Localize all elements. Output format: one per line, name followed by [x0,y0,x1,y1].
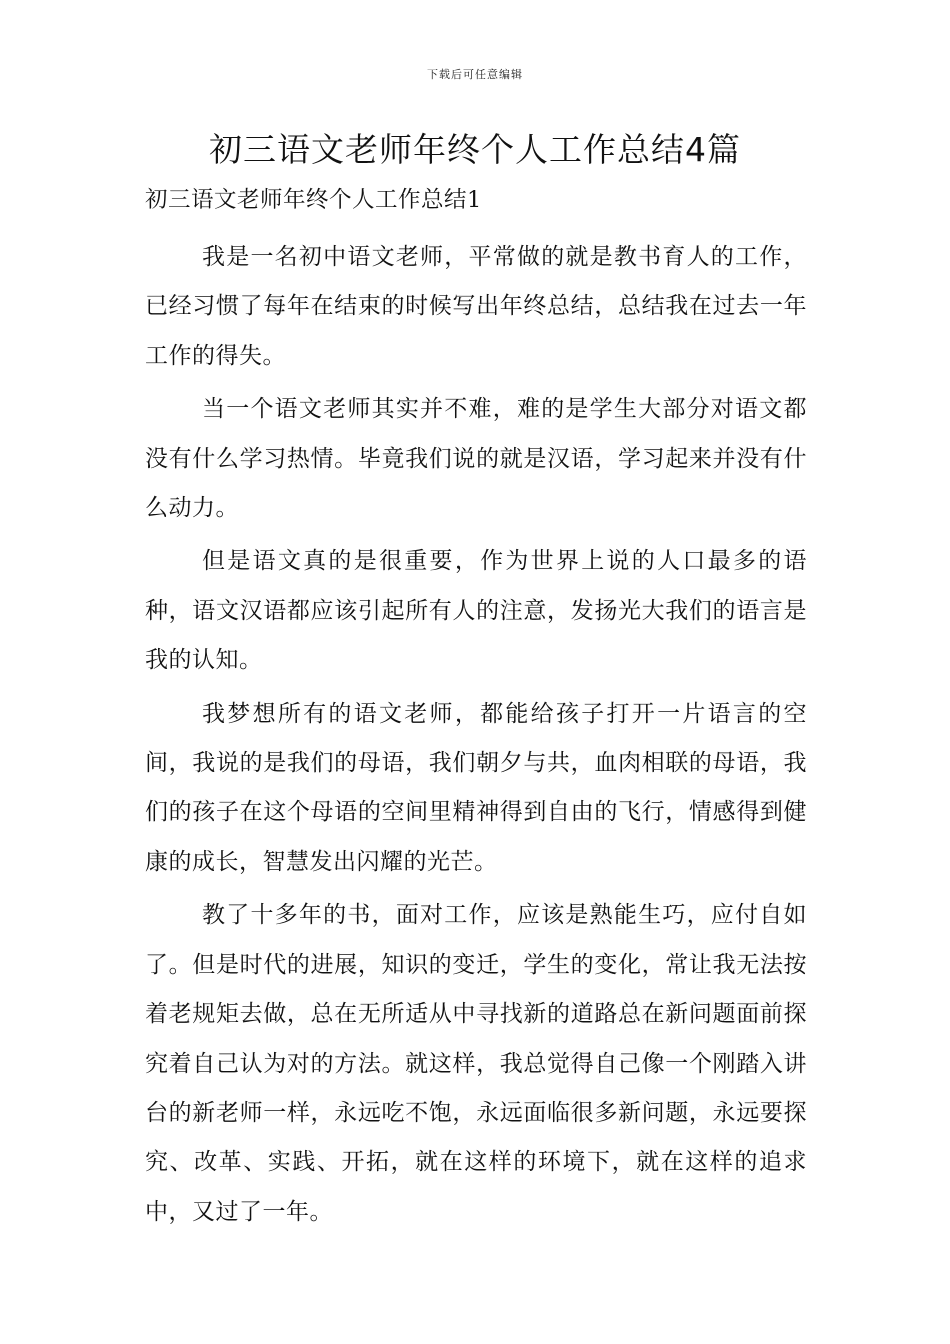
section-title: 初三语文老师年终个人工作总结1 [145,187,482,213]
paragraph: 教了十多年的书，面对工作，应该是熟能生巧，应付自如了。但是时代的进展，知识的变迁，学生的变化，常让我无法按着老规矩去做，总在无所适从中寻找新的道路总在新问题面前探究着自己认为对的方法。就这样，我总觉得自己像一个刚踏入讲台的新老师一样，永远吃不饱，永远面临很多新问题，永远要探究、改革、实践、开拓，就在这样的环境下，就在这样的追求中，又过了一年。 [145,902,807,1225]
header-note: 下载后可任意编辑 [427,68,523,81]
body-text [145,233,807,1241]
paragraph: 我是一名初中语文老师，平常做的就是教书育人的工作，已经习惯了每年在结束的时候写出年终总结，总结我在过去一年工作的得失。 [145,244,807,369]
document-title: 初三语文老师年终个人工作总结4篇 [209,130,741,169]
paragraph: 我梦想所有的语文老师，都能给孩子打开一片语言的空间，我说的是我们的母语，我们朝夕与共，血肉相联的母语，我们的孩子在这个母语的空间里精神得到自由的飞行，情感得到健康的成长，智慧发出闪耀的光芒。 [145,700,807,875]
paragraph: 当一个语文老师其实并不难，难的是学生大部分对语文都没有什么学习热情。毕竟我们说的就是汉语，学习起来并没有什么动力。 [145,396,807,522]
paragraph: 但是语文真的是很重要，作为世界上说的人口最多的语种，语文汉语都应该引起所有人的注意，发扬光大我们的语言是我的认知。 [145,548,807,674]
